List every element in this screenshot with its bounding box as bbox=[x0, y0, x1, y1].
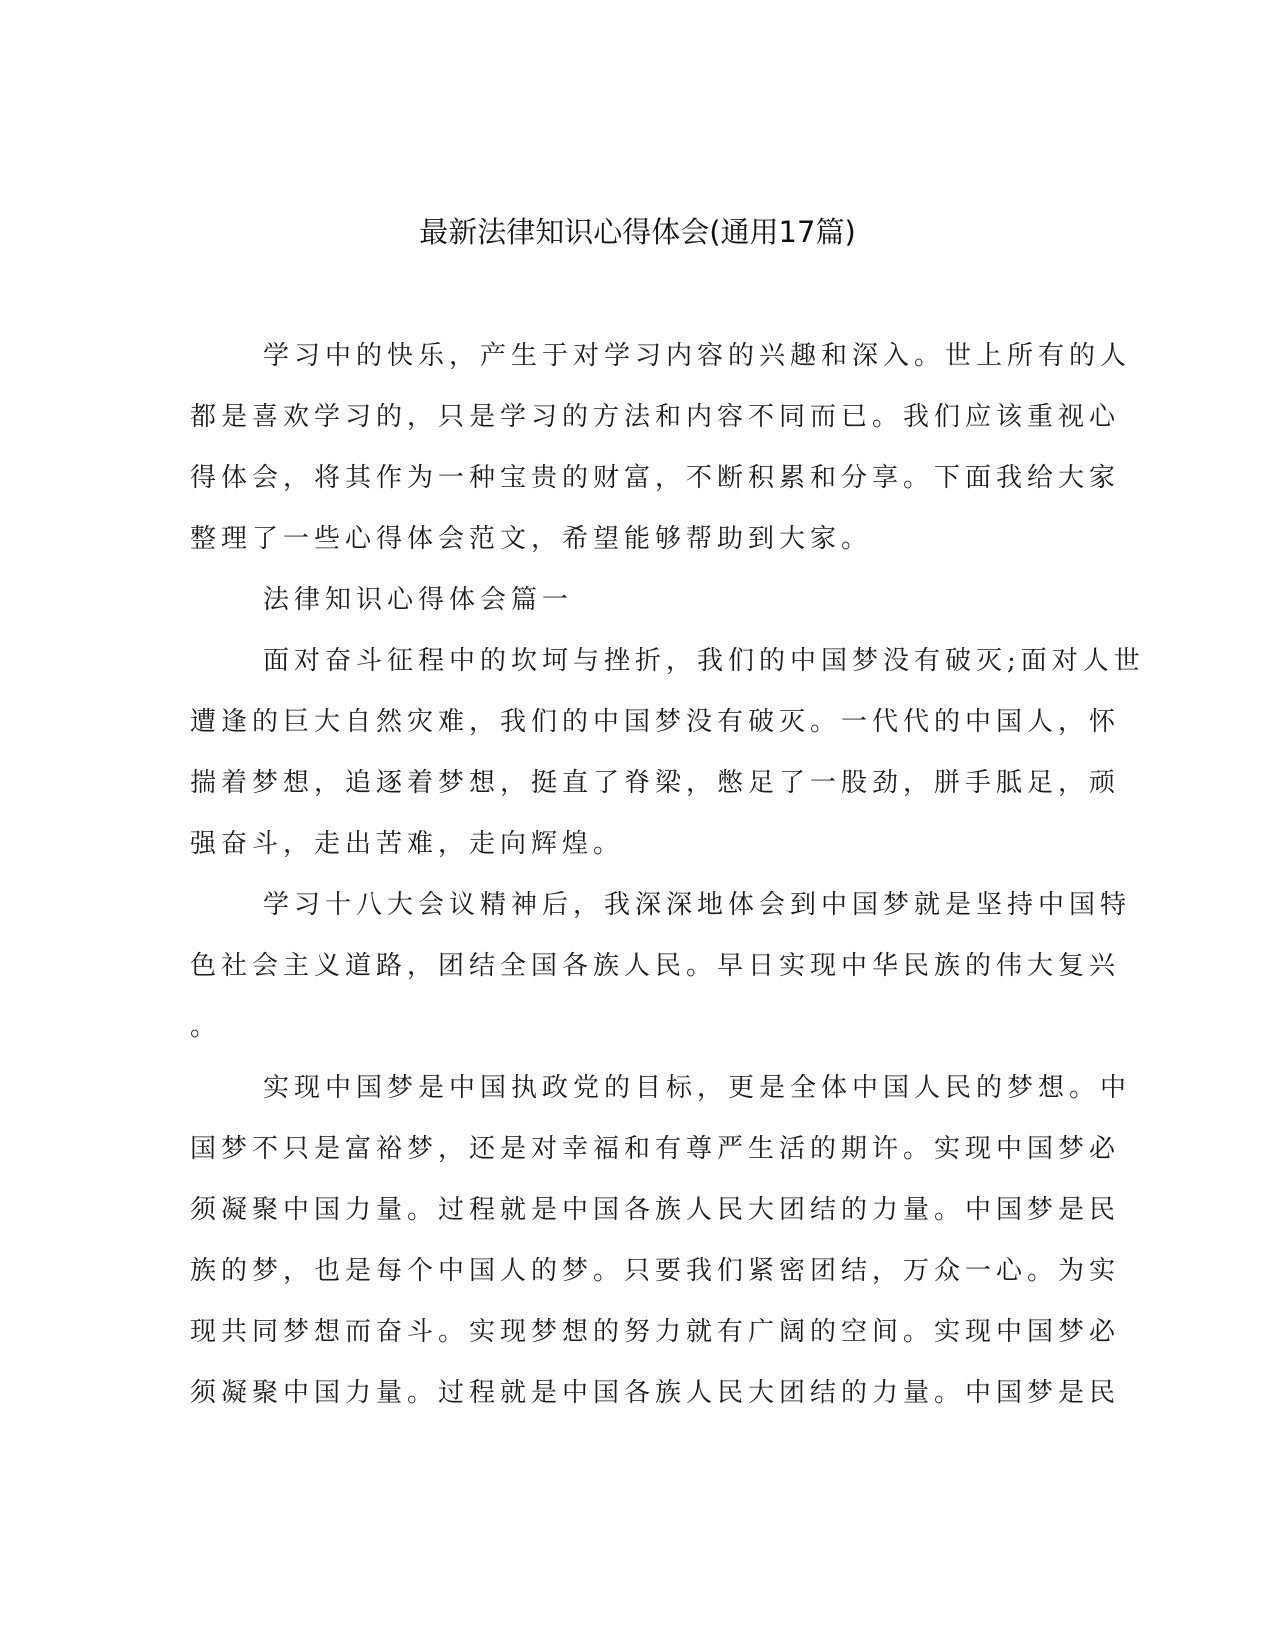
document-body bbox=[190, 326, 1145, 1424]
text-line: 整理了一些心得体会范文，希望能够帮助到大家。 bbox=[190, 524, 873, 554]
text-line: 都是喜欢学习的，只是学习的方法和内容不同而已。我们应该重视心 bbox=[190, 402, 1121, 432]
text-line: 族的梦，也是每个中国人的梦。只要我们紧密团结，万众一心。为实 bbox=[190, 1256, 1121, 1286]
text-line: 强奋斗，走出苦难，走向辉煌。 bbox=[190, 829, 625, 859]
paragraph-china-dream bbox=[190, 1058, 1132, 1424]
text-line: 面对奋斗征程中的坎坷与挫折，我们的中国梦没有破灭;面对人世 bbox=[263, 646, 1145, 676]
text-line: 国梦不只是富裕梦，还是对幸福和有尊严生活的期许。实现中国梦必 bbox=[190, 1134, 1121, 1164]
text-line: 遭逢的巨大自然灾难，我们的中国梦没有破灭。一代代的中国人，怀 bbox=[190, 707, 1121, 737]
text-line: 现共同梦想而奋斗。实现梦想的努力就有广阔的空间。实现中国梦必 bbox=[190, 1317, 1121, 1347]
text-line: 须凝聚中国力量。过程就是中国各族人民大团结的力量。中国梦是民 bbox=[190, 1378, 1121, 1408]
text-line: 。 bbox=[190, 1012, 222, 1042]
section-heading bbox=[190, 570, 1090, 631]
document-title: 最新法律知识心得体会(通用17篇) bbox=[419, 215, 856, 249]
text-line: 色社会主义道路，团结全国各族人民。早日实现中华民族的伟大复兴 bbox=[190, 951, 1121, 981]
text-line: 实现中国梦是中国执政党的目标，更是全体中国人民的梦想。中 bbox=[263, 1073, 1132, 1103]
paragraph-congress bbox=[190, 875, 1132, 1058]
text-line: 学习中的快乐，产生于对学习内容的兴趣和深入。世上所有的人 bbox=[263, 341, 1132, 371]
text-line: 揣着梦想，追逐着梦想，挺直了脊梁，憋足了一股劲，胼手胝足，顽 bbox=[190, 768, 1121, 798]
paragraph-struggle bbox=[190, 631, 1145, 875]
text-line: 须凝聚中国力量。过程就是中国各族人民大团结的力量。中国梦是民 bbox=[190, 1195, 1121, 1225]
paragraph-intro bbox=[190, 326, 1132, 570]
text-line: 得体会，将其作为一种宝贵的财富，不断积累和分享。下面我给大家 bbox=[190, 463, 1121, 493]
text-line: 学习十八大会议精神后，我深深地体会到中国梦就是坚持中国特 bbox=[263, 890, 1132, 920]
section-heading-text: 法律知识心得体会篇一 bbox=[263, 585, 574, 615]
